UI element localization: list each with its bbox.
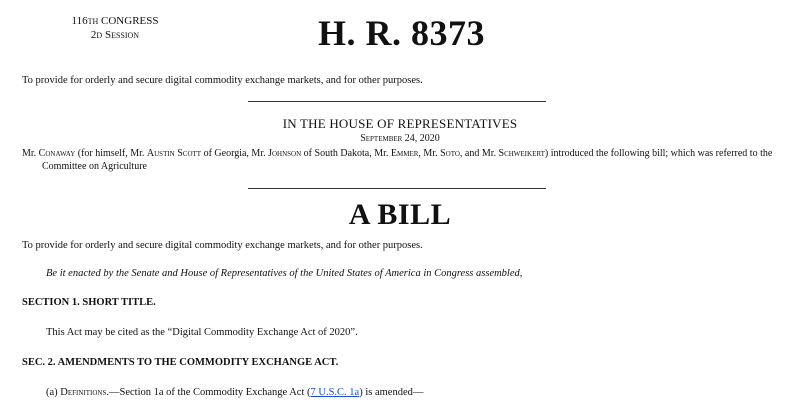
sponsor-name: Conaway — [38, 148, 76, 159]
divider-bottom — [248, 188, 546, 189]
intro-part-5: , and Mr. — [459, 148, 499, 159]
intro-part-4: , Mr. — [418, 148, 441, 159]
usc-citation-link[interactable]: 7 U.S.C. 1a — [310, 387, 360, 398]
section-2-heading: SEC. 2. AMENDMENTS TO THE COMMODITY EXCHANGE ACT. — [22, 357, 339, 368]
intro-prefix: Mr. — [22, 148, 39, 159]
section-2a-prefix: (a) — [46, 387, 61, 398]
bill-purpose: To provide for orderly and secure digital commodity exchange markets, and for other purposes. — [22, 240, 423, 251]
introduction-date: September 24, 2020 — [360, 133, 440, 144]
bill-title: A BILL — [348, 198, 452, 231]
definitions-label: Definitions — [60, 387, 107, 398]
cosponsor-name: Schweikert — [498, 148, 545, 159]
house-title: IN THE HOUSE OF REPRESENTATIVES — [282, 116, 518, 131]
divider-top — [248, 101, 546, 102]
cosponsor-name: Austin Scott — [146, 148, 202, 159]
introduction-text — [22, 148, 800, 173]
congress-number: 116th CONGRESS — [71, 15, 159, 27]
cosponsor-name: Johnson — [268, 148, 302, 159]
session-label: 2d Session — [90, 29, 140, 41]
section-2a-text — [46, 387, 423, 398]
section-2a-suffix: ) is amended— — [359, 387, 424, 398]
section-1-text: This Act may be cited as the “Digital Commodity Exchange Act of 2020”. — [46, 327, 358, 338]
enacting-clause: Be it enacted by the Senate and House of Representatives of the United States of America in Congress assembled, — [46, 268, 523, 279]
intro-part-3: of South Dakota, Mr. — [301, 148, 391, 159]
congress-label — [70, 14, 160, 42]
intro-part-2: of Georgia, Mr. — [201, 148, 269, 159]
header-purpose: To provide for orderly and secure digital commodity exchange markets, and for other purposes. — [22, 75, 423, 86]
intro-part-1: (for himself, Mr. — [75, 148, 147, 159]
section-2a-body: .—Section 1a of the Commodity Exchange Act ( — [106, 387, 311, 398]
cosponsor-name: Soto — [440, 148, 460, 159]
section-1-heading: SECTION 1. SHORT TITLE. — [22, 297, 156, 308]
intro-part-6: ) introduced the following bill; which was referred to the Committee on Agriculture — [42, 148, 773, 172]
cosponsor-name: Emmer — [390, 148, 419, 159]
bill-number: H. R. 8373 — [318, 13, 485, 53]
